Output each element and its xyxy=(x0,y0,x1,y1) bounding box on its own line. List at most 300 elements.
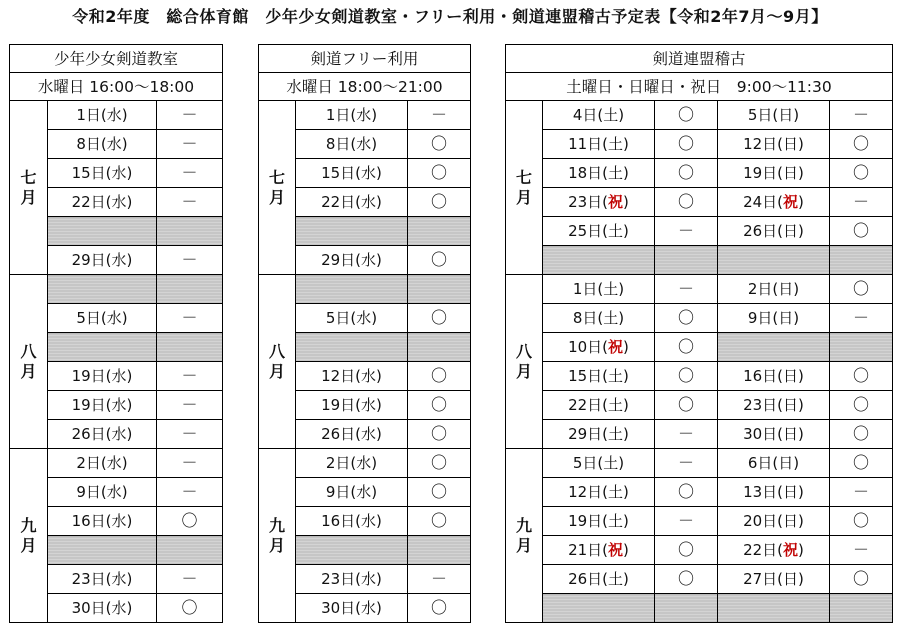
table-row xyxy=(259,101,471,130)
gray-cell xyxy=(48,536,157,565)
date-close: ) xyxy=(371,454,378,472)
date-text: 12日( xyxy=(743,135,784,153)
status-mark: 〇 xyxy=(830,391,893,420)
status-mark: 〇 xyxy=(408,246,471,275)
status-mark: － xyxy=(655,420,718,449)
weekday-text: 水 xyxy=(111,367,127,385)
date-text: 9日( xyxy=(325,483,357,501)
date-text: 8日( xyxy=(76,135,107,153)
date-text: 9日( xyxy=(747,309,779,327)
status-mark: 〇 xyxy=(157,507,223,536)
date-cell xyxy=(543,188,655,217)
weekday-text: 日 xyxy=(783,367,799,385)
date-close: ) xyxy=(798,135,804,153)
gray-cell xyxy=(157,536,223,565)
gray-cell xyxy=(543,246,655,275)
status-mark: 〇 xyxy=(408,159,471,188)
date-close: ) xyxy=(126,193,133,211)
date-cell xyxy=(543,536,655,565)
weekday-text: 水 xyxy=(106,309,122,327)
table-body xyxy=(506,45,893,623)
date-text: 2日( xyxy=(325,454,357,472)
date-close: ) xyxy=(121,454,128,472)
weekday-text: 水 xyxy=(356,309,372,327)
date-close: ) xyxy=(121,106,128,124)
date-cell xyxy=(296,130,408,159)
status-mark: 〇 xyxy=(655,130,718,159)
date-close: ) xyxy=(126,251,133,269)
table-subheader: 水曜日 18:00～21:00 xyxy=(259,73,471,101)
status-mark: － xyxy=(830,478,893,507)
date-close: ) xyxy=(623,222,629,240)
weekday-text: 水 xyxy=(111,425,127,443)
date-cell xyxy=(48,391,157,420)
table-row xyxy=(506,449,893,478)
date-cell xyxy=(48,130,157,159)
date-cell xyxy=(543,101,655,130)
gray-cell xyxy=(655,594,718,623)
status-mark: 〇 xyxy=(408,594,471,623)
weekday-text: 水 xyxy=(111,512,127,530)
date-cell xyxy=(296,507,408,536)
gray-cell xyxy=(48,333,157,362)
date-cell xyxy=(718,101,830,130)
status-mark: 〇 xyxy=(655,536,718,565)
date-cell xyxy=(48,507,157,536)
date-cell xyxy=(718,420,830,449)
date-cell xyxy=(718,362,830,391)
date-close: ) xyxy=(798,222,804,240)
month-label: 九 月 xyxy=(506,449,543,623)
table-row xyxy=(506,275,893,304)
table-row xyxy=(506,304,893,333)
weekday-text: 水 xyxy=(361,512,377,530)
table-subheader: 水曜日 16:00～18:00 xyxy=(10,73,223,101)
date-close: ) xyxy=(376,367,382,385)
table-row xyxy=(506,565,893,594)
date-cell xyxy=(48,478,157,507)
date-cell xyxy=(296,565,408,594)
date-text: 22日( xyxy=(71,193,112,211)
status-mark: － xyxy=(157,391,223,420)
date-cell xyxy=(543,333,655,362)
kendo-federation-practice-table xyxy=(505,44,893,623)
table-row xyxy=(506,188,893,217)
date-text: 20日( xyxy=(743,512,784,530)
weekday-text: 水 xyxy=(106,483,122,501)
date-cell xyxy=(48,449,157,478)
weekday-text: 水 xyxy=(111,396,127,414)
date-close: ) xyxy=(371,483,378,501)
date-close: ) xyxy=(798,164,804,182)
status-mark: 〇 xyxy=(408,507,471,536)
weekday-text: 土 xyxy=(603,454,619,472)
date-close: ) xyxy=(618,309,625,327)
date-text: 24日( xyxy=(743,193,784,211)
weekday-text: 日 xyxy=(783,425,799,443)
status-mark: － xyxy=(157,304,223,333)
date-text: 15日( xyxy=(321,164,362,182)
gray-cell xyxy=(830,246,893,275)
date-cell xyxy=(543,217,655,246)
gray-cell xyxy=(408,333,471,362)
weekday-text: 土 xyxy=(603,309,619,327)
date-cell xyxy=(718,130,830,159)
date-text: 16日( xyxy=(321,512,362,530)
date-text: 19日( xyxy=(321,396,362,414)
date-close: ) xyxy=(371,135,378,153)
table-row xyxy=(506,507,893,536)
month-label: 八 月 xyxy=(10,275,48,449)
date-text: 23日( xyxy=(321,570,362,588)
date-close: ) xyxy=(121,483,128,501)
date-close: ) xyxy=(371,106,378,124)
date-cell xyxy=(296,188,408,217)
date-text: 26日( xyxy=(71,425,112,443)
date-close: ) xyxy=(623,193,629,211)
month-label: 七 月 xyxy=(259,101,296,275)
table-row xyxy=(506,246,893,275)
date-close: ) xyxy=(618,454,625,472)
gray-cell xyxy=(157,217,223,246)
weekday-text: 日 xyxy=(783,483,799,501)
date-text: 26日( xyxy=(743,222,784,240)
date-text: 16日( xyxy=(71,512,112,530)
status-mark: 〇 xyxy=(408,362,471,391)
date-close: ) xyxy=(798,193,804,211)
date-cell xyxy=(296,420,408,449)
status-mark: － xyxy=(157,188,223,217)
table-row xyxy=(506,159,893,188)
date-cell xyxy=(296,478,408,507)
date-close: ) xyxy=(376,164,382,182)
date-text: 2日( xyxy=(747,280,779,298)
weekday-text: 水 xyxy=(111,164,127,182)
status-mark: 〇 xyxy=(830,507,893,536)
weekday-text: 水 xyxy=(356,454,372,472)
table-row xyxy=(506,362,893,391)
date-text: 19日( xyxy=(743,164,784,182)
weekday-text: 水 xyxy=(361,367,377,385)
table-row xyxy=(10,101,223,130)
date-text: 26日( xyxy=(321,425,362,443)
date-close: ) xyxy=(371,309,378,327)
date-close: ) xyxy=(793,280,800,298)
status-mark: 〇 xyxy=(830,275,893,304)
date-close: ) xyxy=(618,280,625,298)
status-mark: 〇 xyxy=(830,565,893,594)
gray-cell xyxy=(296,536,408,565)
weekday-text: 水 xyxy=(111,599,127,617)
date-cell xyxy=(296,362,408,391)
date-cell xyxy=(543,420,655,449)
month-label: 七 月 xyxy=(506,101,543,275)
table-row xyxy=(259,275,471,304)
date-cell xyxy=(718,391,830,420)
weekday-text: 水 xyxy=(361,396,377,414)
weekday-text: 土 xyxy=(608,222,624,240)
date-text: 30日( xyxy=(743,425,784,443)
date-cell xyxy=(718,536,830,565)
weekday-text: 水 xyxy=(361,251,377,269)
date-text: 29日( xyxy=(321,251,362,269)
table-subheader: 土曜日・日曜日・祝日 9:00～11:30 xyxy=(506,73,893,101)
status-mark: － xyxy=(655,507,718,536)
status-mark: － xyxy=(157,159,223,188)
status-mark: 〇 xyxy=(830,449,893,478)
status-mark: － xyxy=(830,304,893,333)
weekday-text: 祝 xyxy=(608,338,624,356)
gray-cell xyxy=(408,536,471,565)
weekday-text: 水 xyxy=(356,483,372,501)
date-cell xyxy=(718,304,830,333)
date-text: 25日( xyxy=(568,222,609,240)
date-close: ) xyxy=(623,164,629,182)
weekday-text: 日 xyxy=(783,570,799,588)
date-text: 30日( xyxy=(321,599,362,617)
weekday-text: 日 xyxy=(783,396,799,414)
date-cell xyxy=(718,507,830,536)
status-mark: 〇 xyxy=(408,420,471,449)
table-row xyxy=(506,420,893,449)
date-text: 27日( xyxy=(743,570,784,588)
date-cell xyxy=(543,362,655,391)
date-close: ) xyxy=(618,106,625,124)
date-cell xyxy=(296,159,408,188)
weekday-text: 祝 xyxy=(783,193,799,211)
date-close: ) xyxy=(623,483,629,501)
weekday-text: 水 xyxy=(106,106,122,124)
date-text: 22日( xyxy=(568,396,609,414)
date-close: ) xyxy=(126,512,133,530)
date-text: 15日( xyxy=(71,164,112,182)
date-close: ) xyxy=(623,425,629,443)
date-close: ) xyxy=(798,541,804,559)
date-text: 23日( xyxy=(568,193,609,211)
table-row xyxy=(506,217,893,246)
date-close: ) xyxy=(126,570,133,588)
status-mark: － xyxy=(157,565,223,594)
date-text: 10日( xyxy=(568,338,609,356)
date-close: ) xyxy=(376,512,382,530)
date-cell xyxy=(48,594,157,623)
date-close: ) xyxy=(623,570,629,588)
date-text: 1日( xyxy=(325,106,357,124)
date-text: 29日( xyxy=(71,251,112,269)
date-close: ) xyxy=(623,135,629,153)
status-mark: 〇 xyxy=(408,391,471,420)
date-close: ) xyxy=(376,193,382,211)
kendo-free-use-table xyxy=(258,44,471,623)
date-cell xyxy=(48,304,157,333)
date-text: 11日( xyxy=(568,135,609,153)
date-text: 21日( xyxy=(568,541,609,559)
weekday-text: 水 xyxy=(361,599,377,617)
date-close: ) xyxy=(798,570,804,588)
date-text: 12日( xyxy=(321,367,362,385)
date-close: ) xyxy=(793,454,800,472)
table-row xyxy=(506,130,893,159)
table-row xyxy=(506,536,893,565)
date-text: 29日( xyxy=(568,425,609,443)
weekday-text: 日 xyxy=(778,309,794,327)
weekday-text: 日 xyxy=(783,135,799,153)
status-mark: － xyxy=(157,420,223,449)
weekday-text: 水 xyxy=(356,106,372,124)
date-text: 22日( xyxy=(743,541,784,559)
date-close: ) xyxy=(793,106,800,124)
date-close: ) xyxy=(623,396,629,414)
status-mark: 〇 xyxy=(408,478,471,507)
gray-cell xyxy=(157,275,223,304)
gray-cell xyxy=(830,594,893,623)
status-mark: － xyxy=(655,217,718,246)
date-cell xyxy=(543,565,655,594)
date-close: ) xyxy=(126,164,133,182)
status-mark: － xyxy=(830,188,893,217)
status-mark: 〇 xyxy=(830,362,893,391)
page-title: 令和2年度 総合体育館 少年少女剣道教室・フリー利用・剣道連盟稽古予定表【令和2年7月～9月】 xyxy=(72,7,828,26)
gray-cell xyxy=(543,594,655,623)
date-text: 19日( xyxy=(71,396,112,414)
weekday-text: 日 xyxy=(783,222,799,240)
date-cell xyxy=(543,159,655,188)
weekday-text: 土 xyxy=(608,164,624,182)
date-cell xyxy=(48,188,157,217)
weekday-text: 日 xyxy=(778,454,794,472)
table-row xyxy=(506,391,893,420)
table-row xyxy=(506,333,893,362)
date-text: 12日( xyxy=(568,483,609,501)
date-cell xyxy=(718,565,830,594)
status-mark: － xyxy=(157,478,223,507)
status-mark: － xyxy=(830,101,893,130)
youth-kendo-class-table xyxy=(9,44,223,623)
table-row xyxy=(10,449,223,478)
weekday-text: 日 xyxy=(783,164,799,182)
date-cell xyxy=(718,478,830,507)
table-body xyxy=(10,45,223,623)
table-header: 剣道連盟稽古 xyxy=(506,45,893,73)
date-cell xyxy=(718,188,830,217)
date-cell xyxy=(48,159,157,188)
status-mark: 〇 xyxy=(655,478,718,507)
status-mark: 〇 xyxy=(830,217,893,246)
date-close: ) xyxy=(376,425,382,443)
month-label: 八 月 xyxy=(506,275,543,449)
weekday-text: 日 xyxy=(778,106,794,124)
date-close: ) xyxy=(623,541,629,559)
date-close: ) xyxy=(623,512,629,530)
date-close: ) xyxy=(623,338,629,356)
status-mark: 〇 xyxy=(655,391,718,420)
date-cell xyxy=(543,507,655,536)
date-text: 23日( xyxy=(743,396,784,414)
status-mark: 〇 xyxy=(655,362,718,391)
gray-cell xyxy=(655,246,718,275)
gray-cell xyxy=(157,333,223,362)
date-text: 13日( xyxy=(743,483,784,501)
date-close: ) xyxy=(121,309,128,327)
date-cell xyxy=(543,391,655,420)
status-mark: 〇 xyxy=(655,333,718,362)
gray-cell xyxy=(296,217,408,246)
gray-cell xyxy=(296,275,408,304)
date-close: ) xyxy=(798,483,804,501)
date-close: ) xyxy=(376,570,382,588)
status-mark: 〇 xyxy=(408,188,471,217)
date-close: ) xyxy=(793,309,800,327)
date-text: 4日( xyxy=(572,106,604,124)
date-text: 1日( xyxy=(76,106,107,124)
gray-cell xyxy=(718,246,830,275)
status-mark: － xyxy=(157,362,223,391)
date-text: 26日( xyxy=(568,570,609,588)
date-cell xyxy=(296,594,408,623)
status-mark: 〇 xyxy=(655,188,718,217)
date-cell xyxy=(48,420,157,449)
weekday-text: 土 xyxy=(603,106,619,124)
weekday-text: 祝 xyxy=(608,541,624,559)
weekday-text: 土 xyxy=(608,483,624,501)
weekday-text: 水 xyxy=(106,135,122,153)
status-mark: － xyxy=(408,101,471,130)
date-cell xyxy=(543,130,655,159)
weekday-text: 日 xyxy=(783,512,799,530)
date-text: 19日( xyxy=(71,367,112,385)
date-close: ) xyxy=(376,599,382,617)
date-close: ) xyxy=(126,396,133,414)
date-text: 16日( xyxy=(743,367,784,385)
weekday-text: 水 xyxy=(361,425,377,443)
weekday-text: 水 xyxy=(111,570,127,588)
date-cell xyxy=(296,391,408,420)
status-mark: － xyxy=(655,275,718,304)
date-text: 5日( xyxy=(76,309,107,327)
date-text: 6日( xyxy=(747,454,779,472)
weekday-text: 祝 xyxy=(608,193,624,211)
date-cell xyxy=(296,304,408,333)
gray-cell xyxy=(48,275,157,304)
date-text: 8日( xyxy=(572,309,604,327)
status-mark: 〇 xyxy=(408,449,471,478)
table-row xyxy=(506,594,893,623)
status-mark: 〇 xyxy=(830,420,893,449)
date-close: ) xyxy=(121,135,128,153)
date-cell xyxy=(718,159,830,188)
date-text: 1日( xyxy=(572,280,604,298)
status-mark: 〇 xyxy=(830,130,893,159)
month-label: 八 月 xyxy=(259,275,296,449)
date-cell xyxy=(543,304,655,333)
status-mark: 〇 xyxy=(408,304,471,333)
weekday-text: 水 xyxy=(361,570,377,588)
weekday-text: 水 xyxy=(361,193,377,211)
table-row xyxy=(259,449,471,478)
date-close: ) xyxy=(798,396,804,414)
date-cell xyxy=(718,217,830,246)
table-header: 剣道フリー利用 xyxy=(259,45,471,73)
status-mark: 〇 xyxy=(655,565,718,594)
status-mark: － xyxy=(157,101,223,130)
date-text: 22日( xyxy=(321,193,362,211)
date-text: 5日( xyxy=(572,454,604,472)
weekday-text: 土 xyxy=(608,570,624,588)
date-text: 9日( xyxy=(76,483,107,501)
date-text: 5日( xyxy=(325,309,357,327)
weekday-text: 水 xyxy=(356,135,372,153)
date-close: ) xyxy=(376,396,382,414)
